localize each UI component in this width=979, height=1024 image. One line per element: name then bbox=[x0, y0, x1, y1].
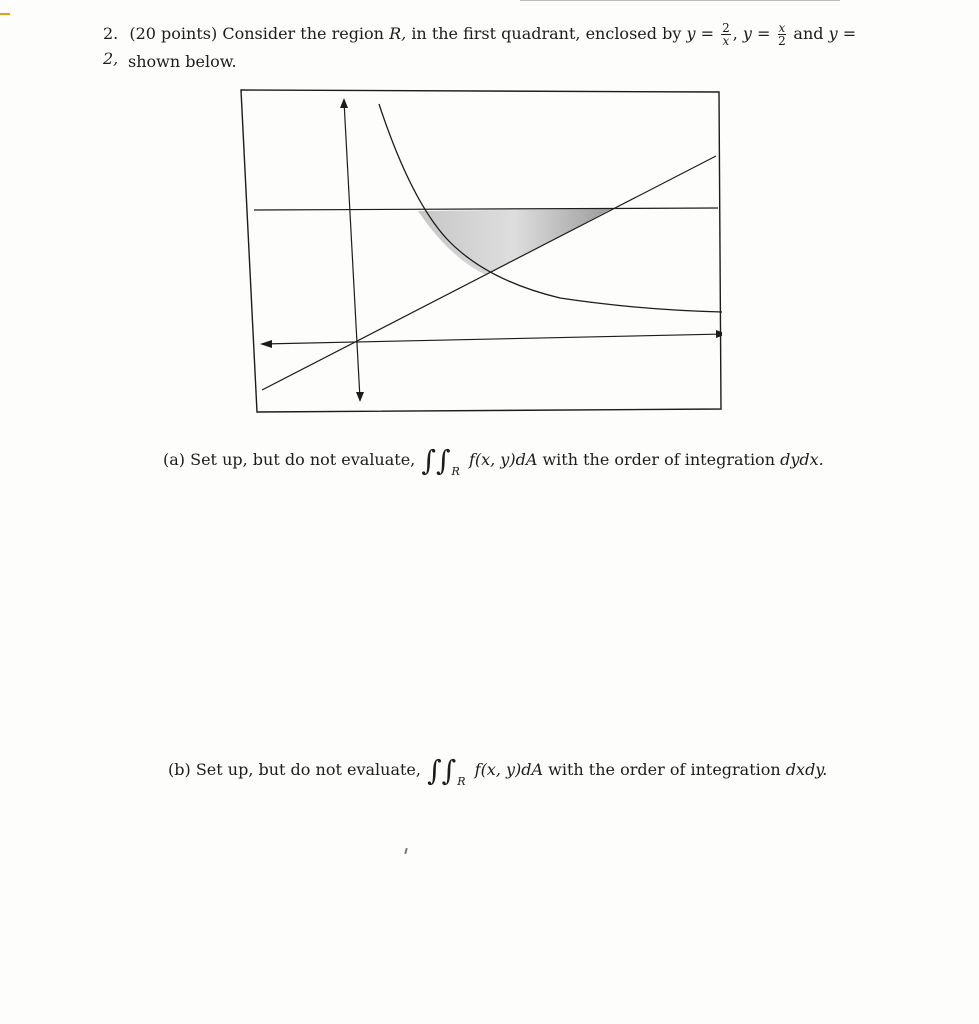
region-name: R, bbox=[389, 24, 407, 43]
problem-text-middle: in the first quadrant, enclosed by bbox=[411, 24, 682, 43]
part-b-integral-sub: R bbox=[457, 775, 466, 788]
part-a-integral: ∫∫ bbox=[421, 443, 451, 477]
problem-line2: shown below. bbox=[128, 52, 237, 71]
problem-text-and: and bbox=[793, 24, 824, 43]
eq2-lhs: y = bbox=[742, 24, 771, 43]
eq3: y = 2, bbox=[103, 24, 857, 68]
line-y-equals-2 bbox=[254, 208, 718, 210]
eq1-lhs: y = bbox=[686, 24, 714, 43]
part-b-integrand: f(x, y)dA bbox=[474, 760, 544, 779]
part-b bbox=[168, 753, 828, 788]
part-a-label: (a) bbox=[163, 450, 186, 469]
y-axis-arrow-up bbox=[340, 98, 348, 108]
part-b-order: dxdy. bbox=[785, 760, 828, 779]
eq2-numerator: x bbox=[778, 21, 786, 35]
problem-number: 2. bbox=[103, 24, 119, 43]
part-b-text-after: with the order of integration bbox=[548, 760, 781, 779]
part-a-integrand: f(x, y)dA bbox=[468, 450, 538, 469]
eq-separator: , bbox=[732, 24, 738, 43]
part-a-text-after: with the order of integration bbox=[542, 450, 775, 469]
part-a-order: dydx. bbox=[780, 450, 824, 469]
line-y-equals-x-over-2 bbox=[262, 156, 716, 390]
x-axis-arrow-left bbox=[260, 340, 272, 348]
eq1-fraction bbox=[721, 22, 731, 47]
x-axis bbox=[262, 334, 722, 344]
problem-points: (20 points) bbox=[129, 24, 218, 43]
margin-mark bbox=[0, 13, 10, 15]
part-b-text: Set up, but do not evaluate, bbox=[195, 760, 421, 779]
part-a-text: Set up, but do not evaluate, bbox=[190, 450, 416, 469]
eq1-numerator: 2 bbox=[722, 21, 730, 35]
problem-text-before: Consider the region bbox=[222, 24, 384, 43]
part-a bbox=[163, 443, 824, 478]
eq2-fraction bbox=[778, 22, 787, 47]
y-axis-arrow-down bbox=[356, 392, 364, 402]
eq2-denominator: 2 bbox=[778, 34, 786, 48]
region-figure bbox=[240, 88, 722, 414]
top-rule bbox=[520, 0, 840, 1]
pencil-mark bbox=[404, 848, 407, 854]
part-b-label: (b) bbox=[168, 760, 191, 779]
part-a-integral-sub: R bbox=[451, 465, 460, 478]
shaded-region bbox=[418, 209, 611, 275]
y-axis bbox=[344, 101, 360, 399]
part-b-integral: ∫∫ bbox=[427, 753, 457, 787]
eq1-denominator: x bbox=[722, 34, 730, 48]
